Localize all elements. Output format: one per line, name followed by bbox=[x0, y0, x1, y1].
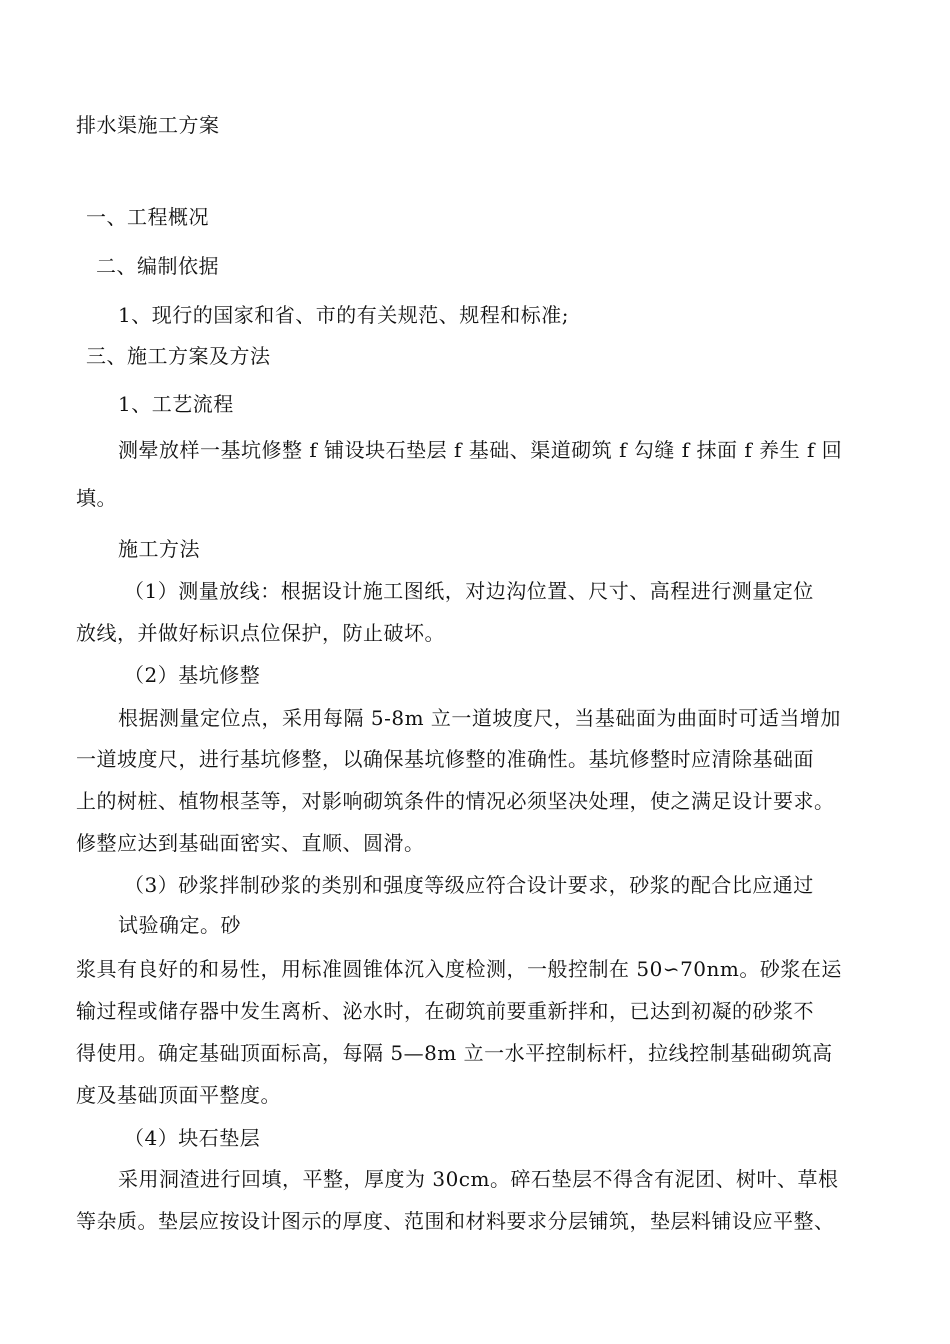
document-title: 排水渠施工方案 bbox=[76, 113, 220, 137]
subheading-pit-trimming: （2）基坑修整 bbox=[124, 663, 261, 687]
process-flow-line-2: 填。 bbox=[76, 486, 117, 510]
mortar-line-4: 输过程或储存器中发生离析、泌水时，在砌筑前要重新拌和，已达到初凝的砂浆不 bbox=[76, 999, 814, 1023]
heading-process-flow: 1、工艺流程 bbox=[118, 392, 234, 416]
mortar-line-5: 得使用。确定基础顶面标高，每隔 5—8m 立一水平控制标杆，拉线控制基础砌筑高 bbox=[76, 1041, 833, 1065]
survey-line-1: （1）测量放线：根据设计施工图纸，对边沟位置、尺寸、高程进行测量定位 bbox=[124, 579, 814, 603]
pit-trimming-line-3: 上的树桩、植物根茎等，对影响砌筑条件的情况必须坚决处理，使之满足设计要求。 bbox=[76, 789, 835, 813]
basis-item-1: 1、现行的国家和省、市的有关规范、规程和标准; bbox=[118, 303, 569, 327]
subheading-block-stone-cushion: （4）块石垫层 bbox=[124, 1126, 261, 1150]
mortar-line-6: 度及基础顶面平整度。 bbox=[76, 1083, 281, 1107]
cushion-line-2: 等杂质。垫层应按设计图示的厚度、范围和材料要求分层铺筑，垫层料铺设应平整、 bbox=[76, 1209, 835, 1233]
pit-trimming-line-4: 修整应达到基础面密实、直顺、圆滑。 bbox=[76, 831, 425, 855]
heading-construction-plan: 三、施工方案及方法 bbox=[86, 344, 271, 368]
mortar-line-3: 浆具有良好的和易性，用标准圆锥体沉入度检测，一般控制在 50∽70nm。砂浆在运 bbox=[76, 957, 842, 981]
pit-trimming-line-1: 根据测量定位点，采用每隔 5-8m 立一道坡度尺，当基础面为曲面时可适当增加 bbox=[118, 706, 841, 730]
survey-line-2: 放线，并做好标识点位保护，防止破坏。 bbox=[76, 621, 445, 645]
process-flow-line-1: 测晕放样一基坑修整 f 铺设块石垫层 f 基础、渠道砌筑 f 勾缝 f 抹面 f 养生 f 回 bbox=[118, 438, 843, 462]
mortar-line-2: 试验确定。砂 bbox=[118, 913, 241, 937]
heading-project-overview: 一、工程概况 bbox=[86, 205, 209, 229]
mortar-line-1: （3）砂浆拌制砂浆的类别和强度等级应符合设计要求，砂浆的配合比应通过 bbox=[124, 873, 814, 897]
heading-construction-methods: 施工方法 bbox=[118, 537, 200, 561]
pit-trimming-line-2: 一道坡度尺，进行基坑修整，以确保基坑修整的准确性。基坑修整时应清除基础面 bbox=[76, 747, 814, 771]
cushion-line-1: 采用洞渣进行回填，平整，厚度为 30cm。碎石垫层不得含有泥团、树叶、草根 bbox=[118, 1167, 839, 1191]
heading-basis: 二、编制依据 bbox=[96, 254, 219, 278]
